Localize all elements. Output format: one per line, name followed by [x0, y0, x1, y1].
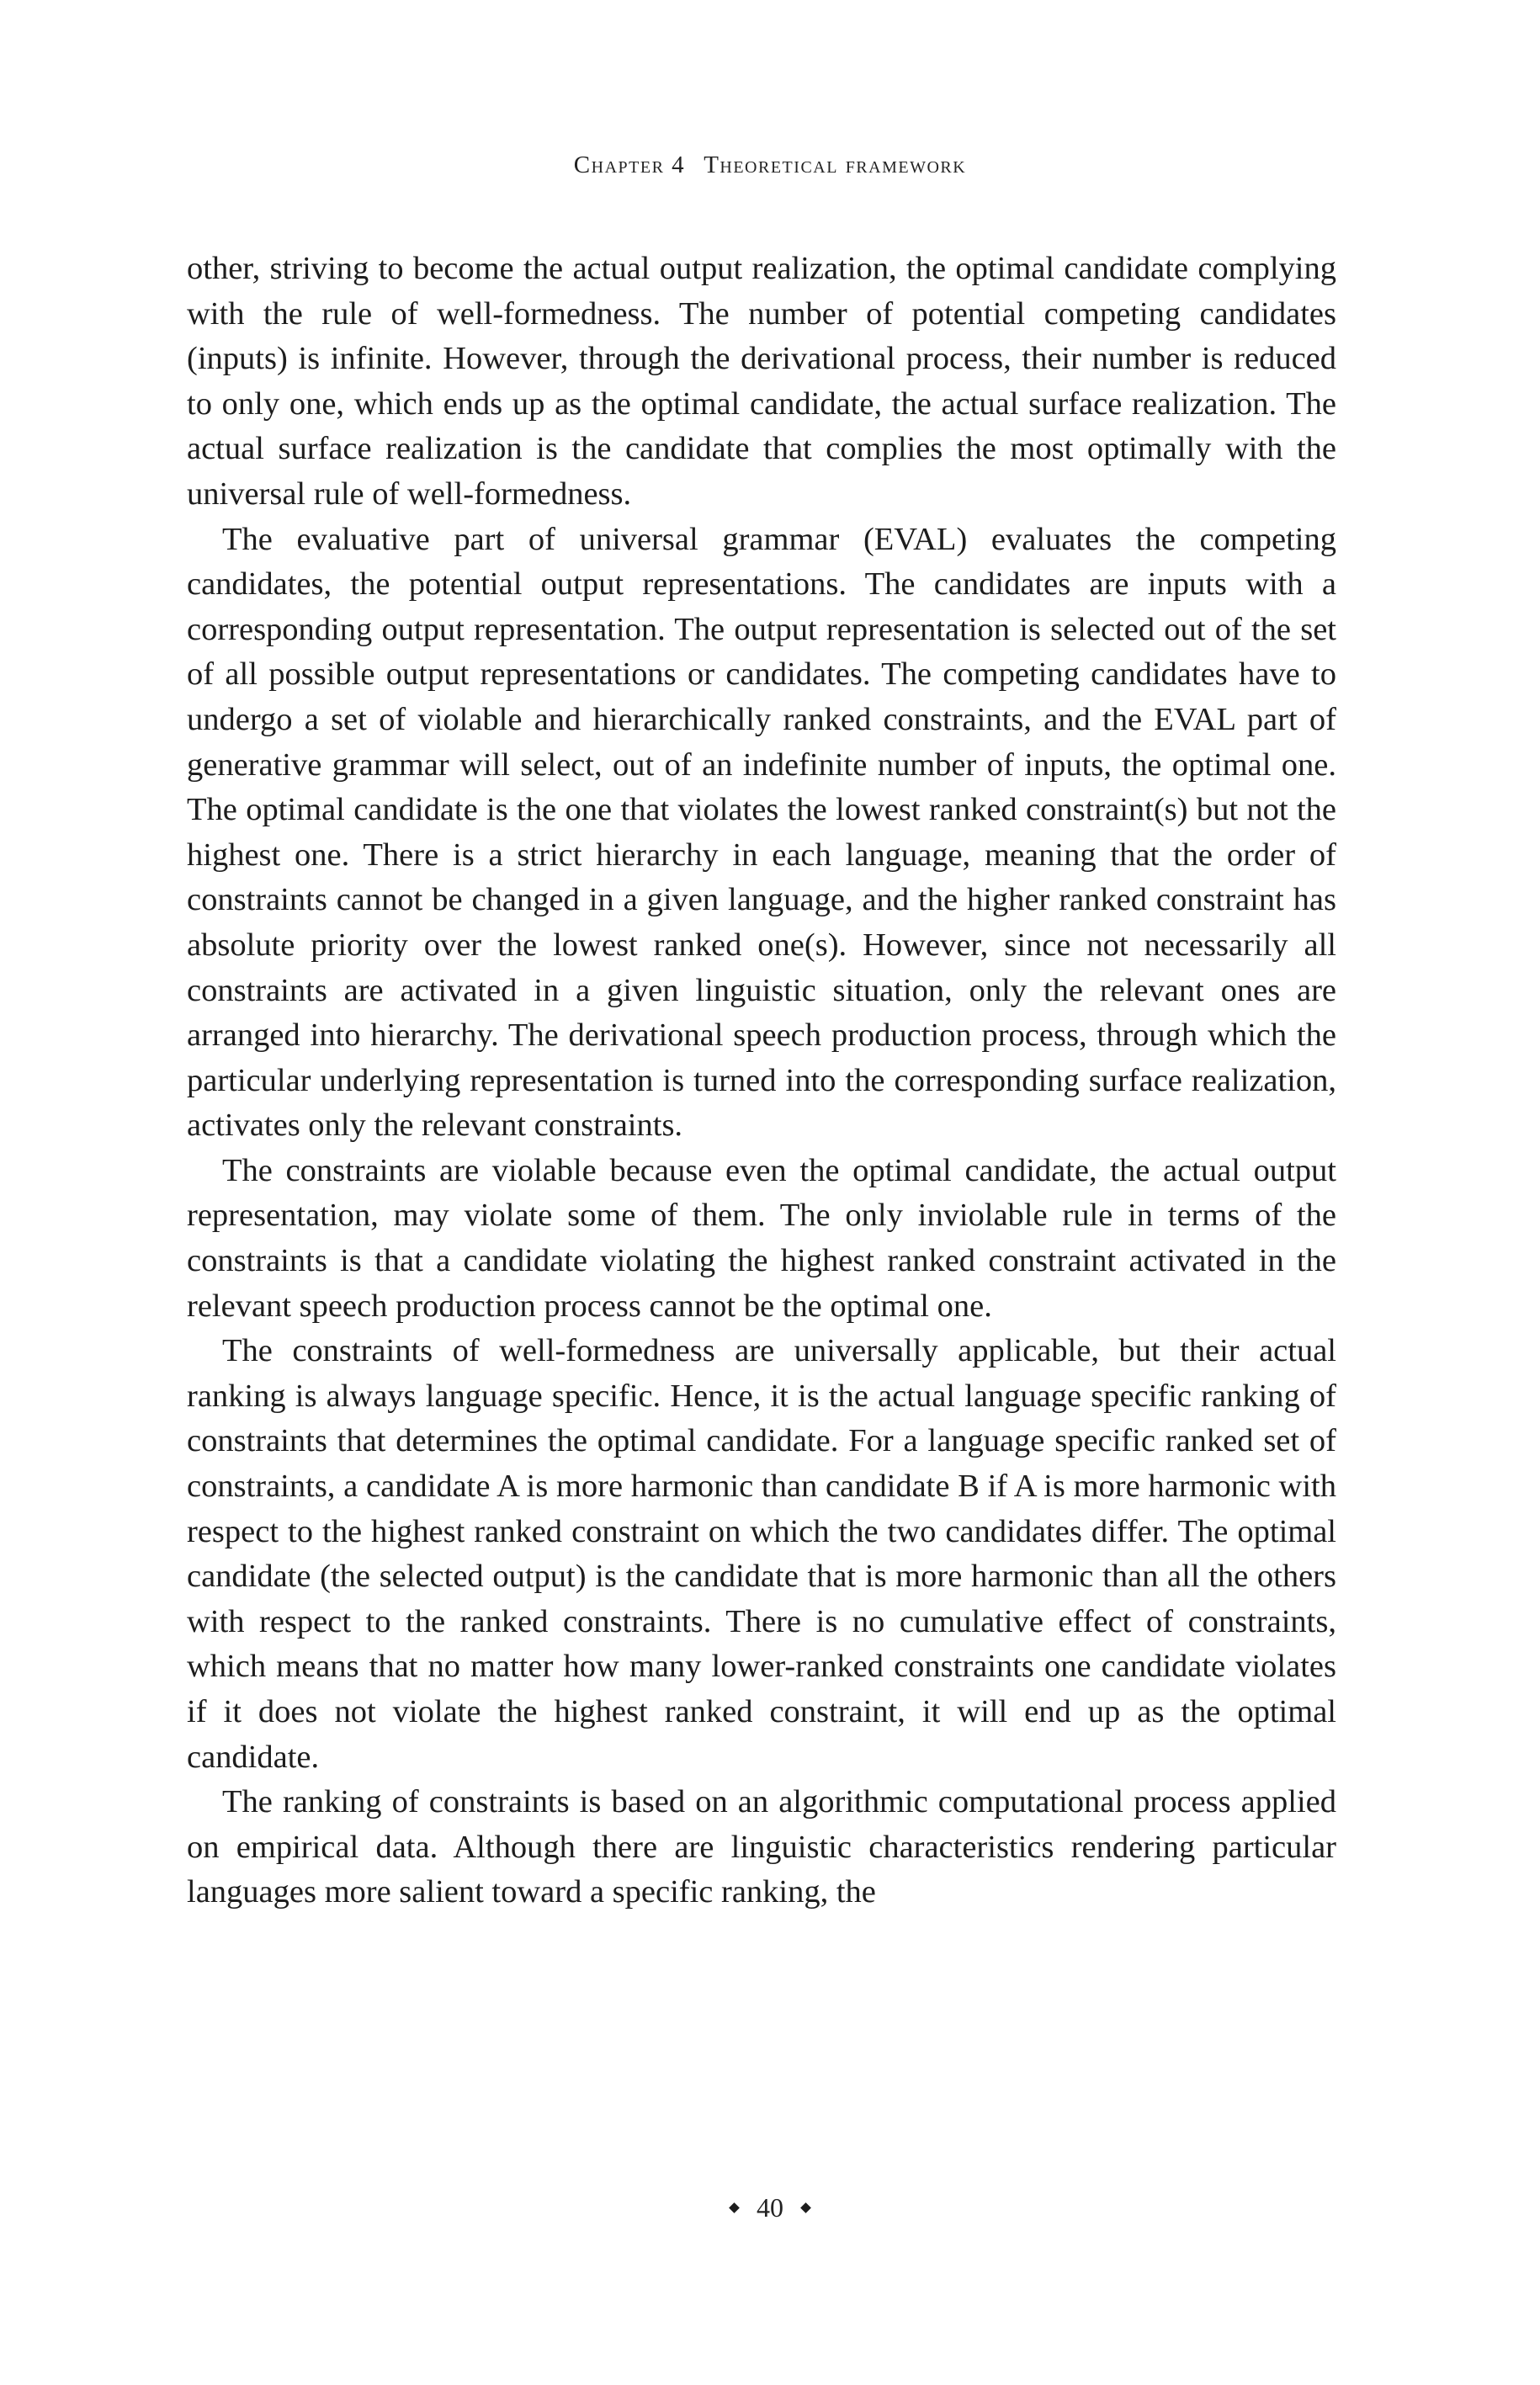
paragraph: The constraints are violable because even the optimal candidate, the actual output representation, may violate some of them. The only inviolable rule in terms of the constraints is that a candidate violating the highest ranked constraint activated in the relevant speech production process cannot be the optimal one.: [187, 1152, 1336, 1324]
diamond-bullet-icon: [729, 2202, 740, 2213]
page-number: 40: [757, 2192, 783, 2223]
diamond-bullet-icon: [800, 2202, 811, 2213]
paragraph-continued: other, striving to become the actual output realization, the optimal candidate complying with the rule of well-formedness. The number of potential competing candidates (inputs) is infinite. However, through the derivational process, their number is reduced to only one, which ends up as the optimal candidate, the actual surface realization. The actual surface realization is the candidate that complies the most optimally with the universal rule of well-formedness.: [187, 251, 1336, 512]
paragraph: The ranking of constraints is based on an algorithmic computational process applied on empirical data. Although there are linguistic characteristics rendering particular languages more salient toward a specific ranking, the: [187, 1784, 1336, 1910]
paragraph: The constraints of well-formedness are universally applicable, but their actual ranking is always language specific. Hence, it is the actual language specific ranking of constraints that determines the optimal candidate. For a language specific ranked set of constraints, a candidate A is more harmonic than candidate B if A is more harmonic with respect to the highest ranked constraint on which the two candidates differ. The optimal candidate (the selected output) is the candidate that is more harmonic than all the others with respect to the ranked constraints. There is no cumulative effect of constraints, which means that no matter how many lower-ranked constraints one candidate violates if it does not violate the highest ranked constraint, it will end up as the optimal candidate.: [187, 1333, 1336, 1775]
running-head: [0, 151, 1540, 179]
body-text: [187, 247, 1336, 1915]
chapter-label: Chapter 4: [573, 151, 686, 178]
page-footer: [0, 2192, 1540, 2223]
chapter-title: Theoretical framework: [704, 151, 967, 178]
paragraph: The evaluative part of universal grammar (EVAL) evaluates the competing candidates, the potential output representations. The candidates are inputs with a corresponding output representation. The output representation is selected out of the set of all possible output representations or candidates. The competing candidates have to undergo a set of violable and hierarchically ranked constraints, and the EVAL part of generative grammar will select, out of an indefinite number of inputs, the optimal one. The optimal candidate is the one that violates the lowest ranked constraint(s) but not the highest one. There is a strict hierarchy in each language, meaning that the order of constraints cannot be changed in a given language, and the higher ranked constraint has absolute priority over the lowest ranked one(s). However, since not necessarily all constraints are activated in a given linguistic situation, only the relevant ones are arranged into hierarchy. The derivational speech production process, through which the particular underlying representation is turned into the corresponding surface realization, activates only the relevant constraints.: [187, 521, 1336, 1144]
